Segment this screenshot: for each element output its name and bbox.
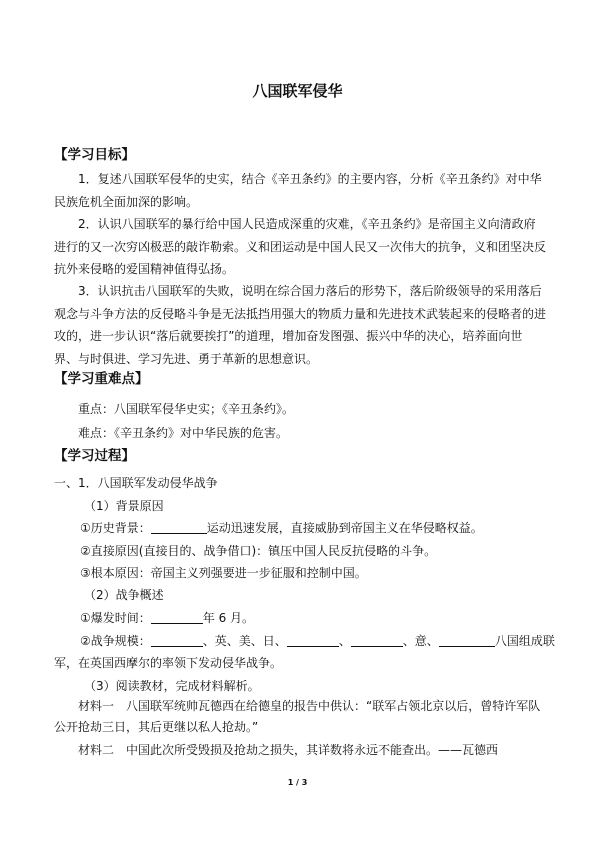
- background-subheading: （1）背景原因: [84, 499, 164, 513]
- war-overview-subheading: （2）战争概述: [84, 588, 164, 602]
- material-1: 材料一 八国联军统帅瓦德西在给德皇的报告中供认：“联军占领北京以后，曾特许军队公开抢劫三日，其后更继以私人抢劫。”: [54, 699, 541, 734]
- goal-item-1: 1．复述八国联军侵华的史实，结合《辛丑条约》的主要内容，分析《辛丑条约》对中华民族危机全面加深的影响。: [54, 172, 542, 209]
- war-scale-sep-3: 、意、: [402, 634, 439, 648]
- page-number: 1 / 3: [287, 778, 308, 787]
- war-time-label: ①爆发时间：: [80, 611, 151, 625]
- war-time-suffix: 年 6 月。: [202, 611, 255, 625]
- key-point-text: 重点：八国联军侵华史实；《辛丑条约》。: [78, 402, 295, 416]
- war-time-blank[interactable]: [151, 609, 203, 624]
- war-scale-blank-3[interactable]: [351, 632, 403, 647]
- war-scale-suffix: 八国组成联: [494, 634, 555, 648]
- reading-subheading: （3）阅读教材，完成材料解析。: [84, 679, 260, 693]
- history-background-blank[interactable]: [151, 519, 207, 534]
- process-item-1: 一、1．八国联军发动侵华战争: [54, 476, 218, 490]
- history-background-text: 运动迅速发展，直接威胁到帝国主义在华侵略权益。: [206, 521, 483, 535]
- learning-goals-heading: 【学习目标】: [54, 147, 135, 163]
- root-cause-line: ③根本原因：帝国主义列强要进一步征服和控制中国。: [80, 566, 367, 580]
- goal-item-2: 2．认识八国联军的暴行给中国人民造成深重的灾难，《辛丑条约》是帝国主义向清政府进行的又一次穷凶极恶的敲诈勒索。义和团运动是中国人民又一次伟大的抗争，义和团坚决反抗外来侵略的爱国精神值得弘扬。: [54, 217, 547, 276]
- difficulty-text: 难点：《辛丑条约》对中华民族的危害。: [78, 426, 289, 440]
- war-scale-sep-2: 、: [338, 634, 351, 648]
- war-time-line: [54, 608, 572, 628]
- material-2: 材料二 中国此次所受毁损及抢劫之损失，其详数将永远不能查出。——瓦德西: [78, 743, 499, 757]
- goal-item-3: 3．认识抗击八国联军的失败，说明在综合国力落后的形势下，落后阶级领导的采用落后观念与斗争方法的反侵略斗争是无法抵挡用强大的物质力量和先进技术武装起来的侵略者的进攻的，进一步认识“落后就要挨打”的道理，增加奋发图强、振兴中华的决心，培养面向世界、与时俱进、学习先进、勇于革新的思想意识。: [54, 284, 547, 366]
- war-scale-blank-4[interactable]: [439, 632, 495, 647]
- war-scale-sep-1: 、英、美、日、: [202, 634, 287, 648]
- key-points-heading: 【学习重难点】: [54, 371, 149, 387]
- war-scale-label: ②战争规模：: [80, 634, 151, 648]
- war-scale-blank-2[interactable]: [287, 632, 339, 647]
- war-scale-blank-1[interactable]: [151, 632, 203, 647]
- war-scale-line: [54, 631, 572, 651]
- history-background-line: [54, 518, 572, 538]
- page-title: 八国联军侵华: [252, 82, 343, 100]
- war-scale-continuation: 军，在英国西摩尔的率领下发动侵华战争。: [54, 656, 283, 670]
- direct-cause-line: ②直接原因(直接目的、战争借口)：镇压中国人民反抗侵略的斗争。: [80, 544, 437, 558]
- history-background-label: ①历史背景：: [80, 521, 151, 535]
- learning-process-heading: 【学习过程】: [54, 448, 135, 464]
